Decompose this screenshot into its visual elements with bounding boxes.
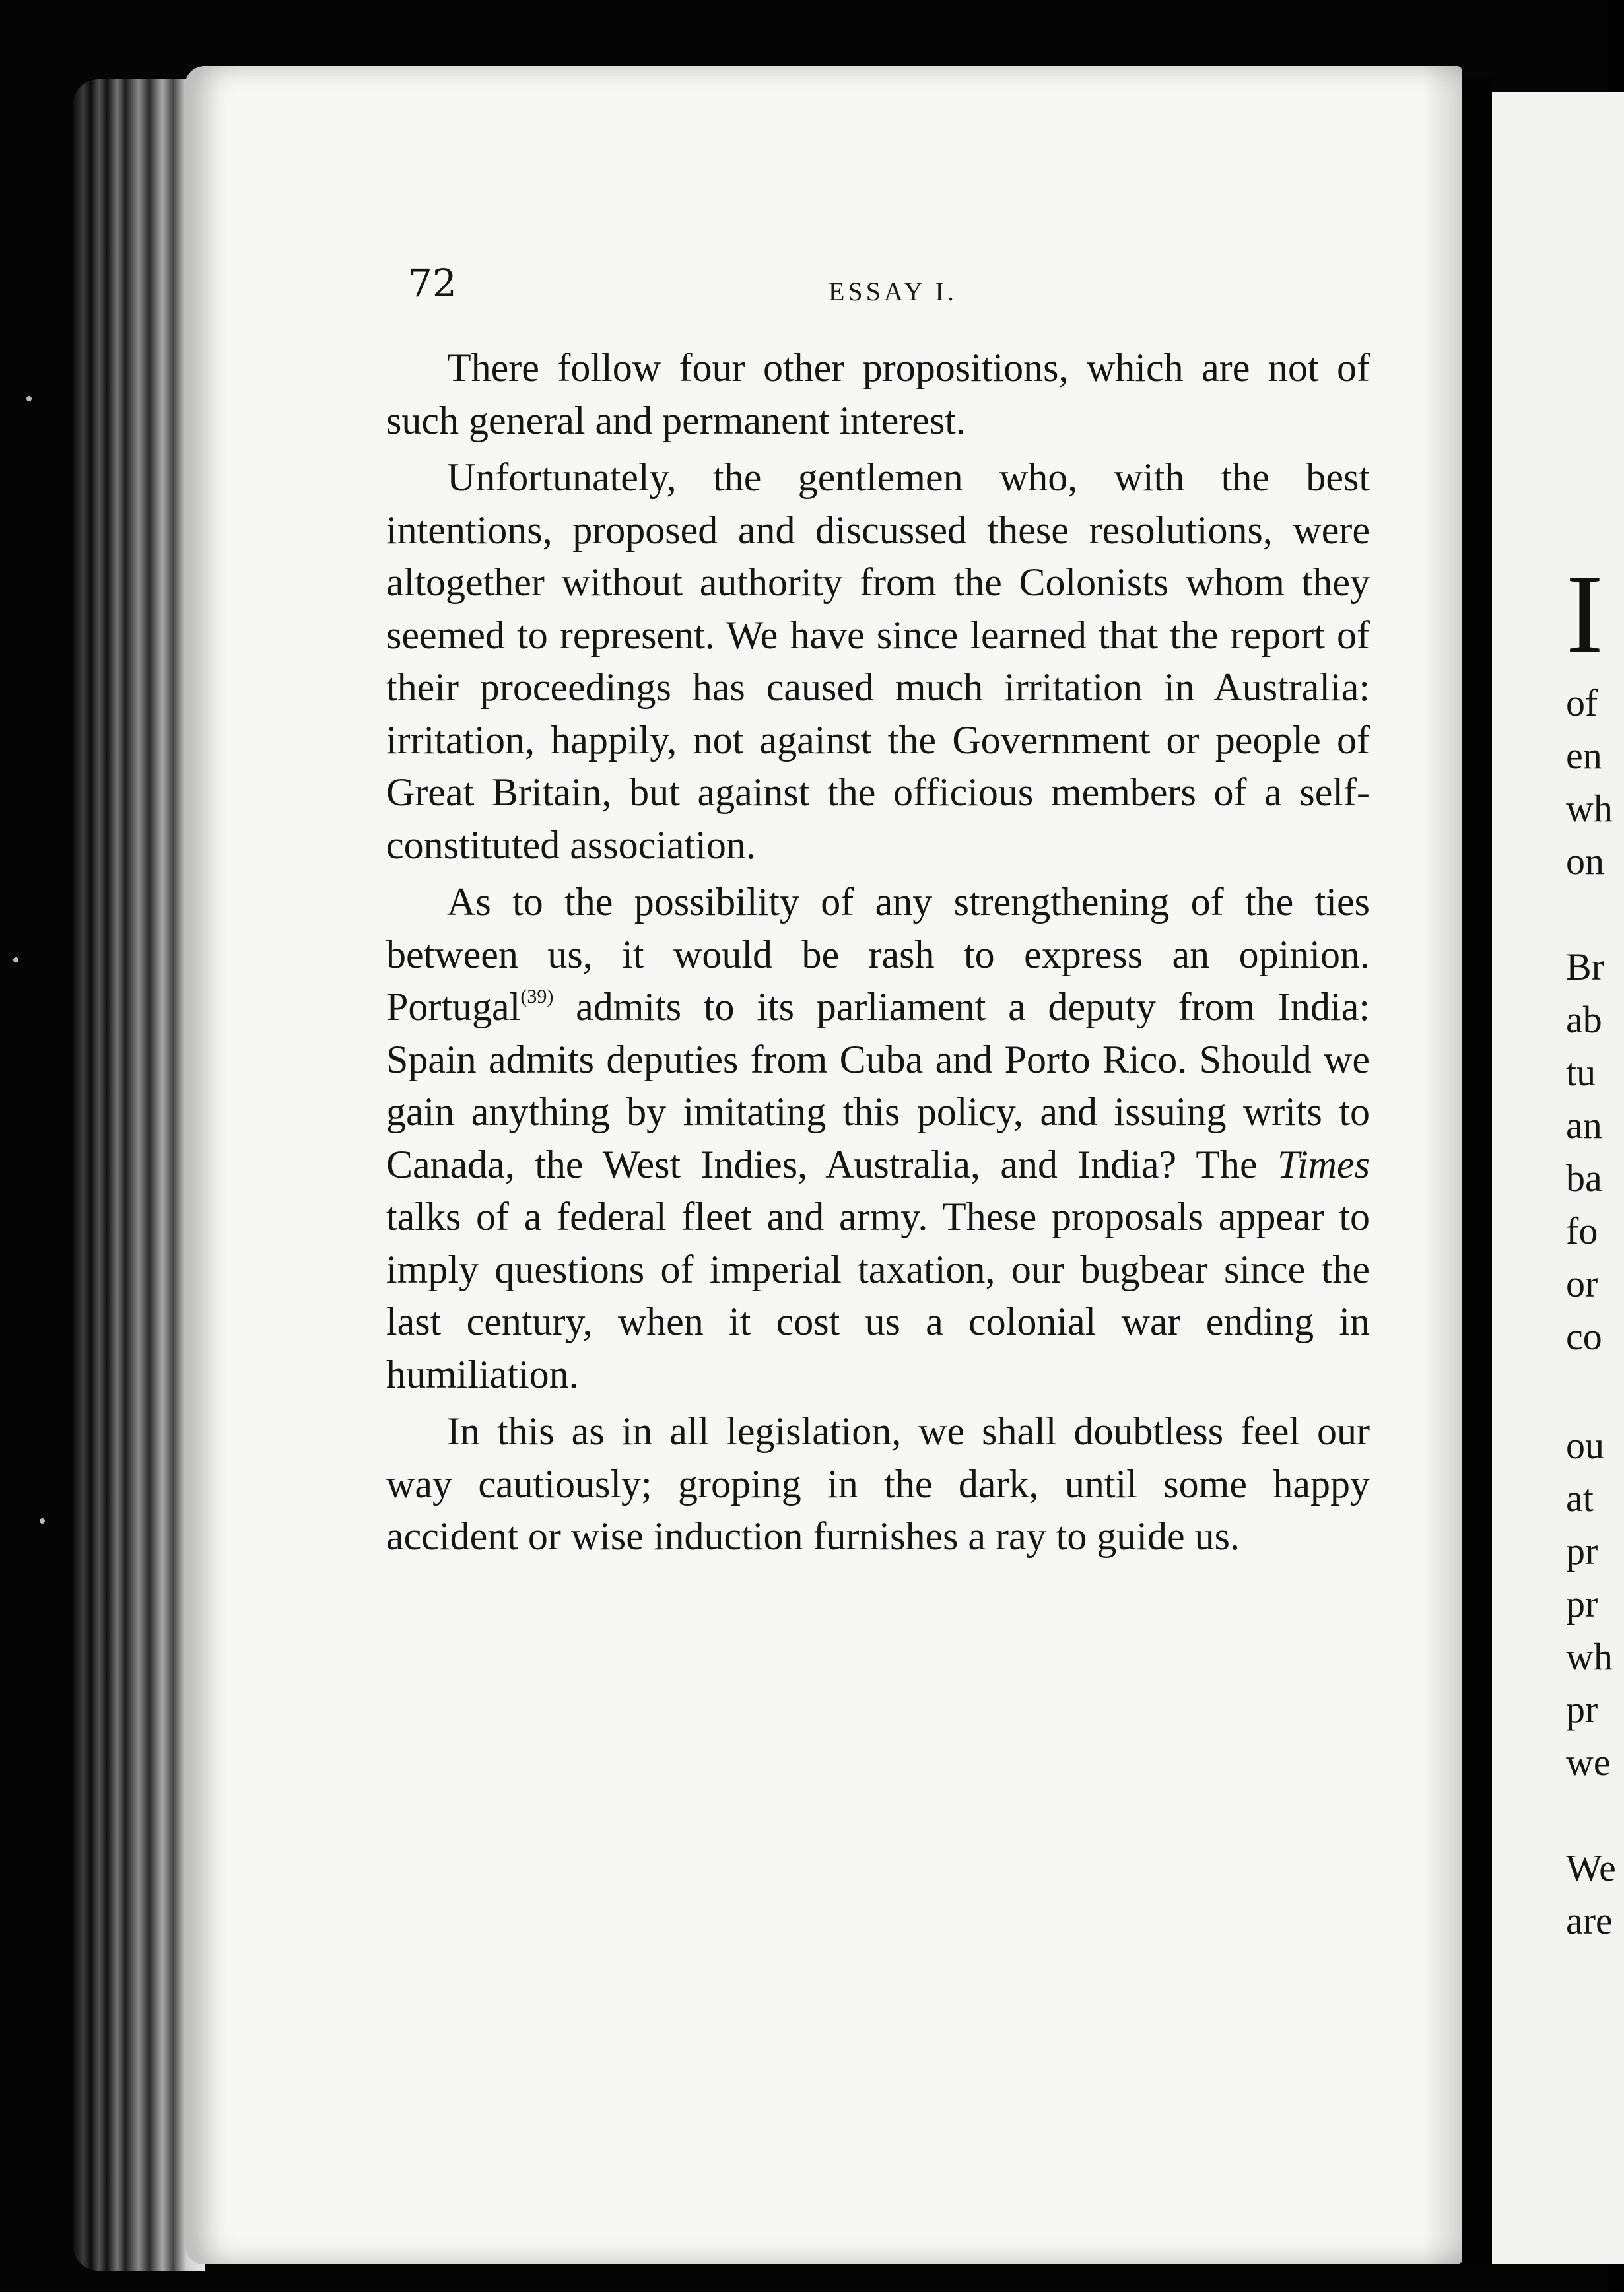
paragraph-2: Unfortunately, the gentlemen who, with the best intentions, proposed and discussed these resolutions, were altogether without authority from the Colonists whom they seemed to represent. We have since learned that the report of their proceedings has caused much irritation in Australia: irritation, happily, not against the Government or people of Great Britain, but against the officious members of a self-constituted association.: [386, 455, 1370, 867]
facing-fragment: wh: [1566, 1635, 1613, 1678]
facing-fragment: pr: [1566, 1688, 1598, 1731]
facing-fragment: fo: [1566, 1209, 1598, 1252]
page-number: 72: [408, 261, 457, 306]
paragraph-3-part-a: As to the possibility of any strengthening of the ties between us, it would be rash to express an opinion. Portugal: [386, 880, 1370, 1028]
footnote-reference: (39): [520, 986, 554, 1007]
scan-speck: [40, 1518, 45, 1524]
facing-fragment: wh: [1566, 787, 1613, 830]
scan-speck: [26, 396, 32, 401]
spine-gap: [1462, 79, 1492, 2264]
facing-fragment: on: [1566, 840, 1604, 883]
scan-speck: [13, 957, 18, 962]
paragraph-3-part-b: admits to its parliament a deputy from India: Spain admits deputies from Cuba and Porto Rico. Should we gain anything by imitating this policy, and issuing writs to Canada, the West Indies, Australia, and India? The: [386, 985, 1370, 1186]
facing-fragment: or: [1566, 1262, 1598, 1305]
facing-fragment: ba: [1566, 1157, 1602, 1199]
facing-fragment: tu: [1566, 1051, 1596, 1094]
running-head: ESSAY I.: [829, 277, 957, 306]
paragraph-4: In this as in all legislation, we shall doubtless feel our way cautiously; groping in the dark, until some happy accident or wise induction furnishes a ray to guide us.: [386, 1409, 1370, 1558]
page-shadow: [1423, 66, 1462, 2264]
facing-fragment: we: [1566, 1741, 1611, 1784]
facing-fragment: pr: [1566, 1530, 1598, 1572]
facing-fragment: en: [1566, 734, 1602, 777]
body-text: [386, 342, 1370, 1568]
facing-fragment: co: [1566, 1315, 1602, 1358]
facing-fragment: ab: [1566, 998, 1602, 1041]
facing-fragment: Br: [1566, 945, 1604, 988]
facing-fragment: an: [1566, 1104, 1602, 1147]
facing-fragment: ou: [1566, 1424, 1604, 1467]
facing-fragment: We: [1566, 1846, 1616, 1889]
times-italic: Times: [1277, 1142, 1370, 1186]
facing-drop-cap: I: [1566, 552, 1604, 676]
paragraph-3-part-c: talks of a federal fleet and army. These proposals appear to imply questions of imperial taxation, our bugbear since the last century, when it cost us a colonial war ending in humiliation.: [386, 1195, 1370, 1396]
facing-fragment: pr: [1566, 1582, 1598, 1625]
facing-fragment: at: [1566, 1477, 1594, 1520]
facing-fragment: are: [1566, 1899, 1613, 1942]
facing-fragment: of: [1566, 681, 1598, 724]
paragraph-1: There follow four other propositions, which are not of such general and permanent interest.: [386, 346, 1370, 442]
paragraph-3: [386, 876, 1370, 1401]
